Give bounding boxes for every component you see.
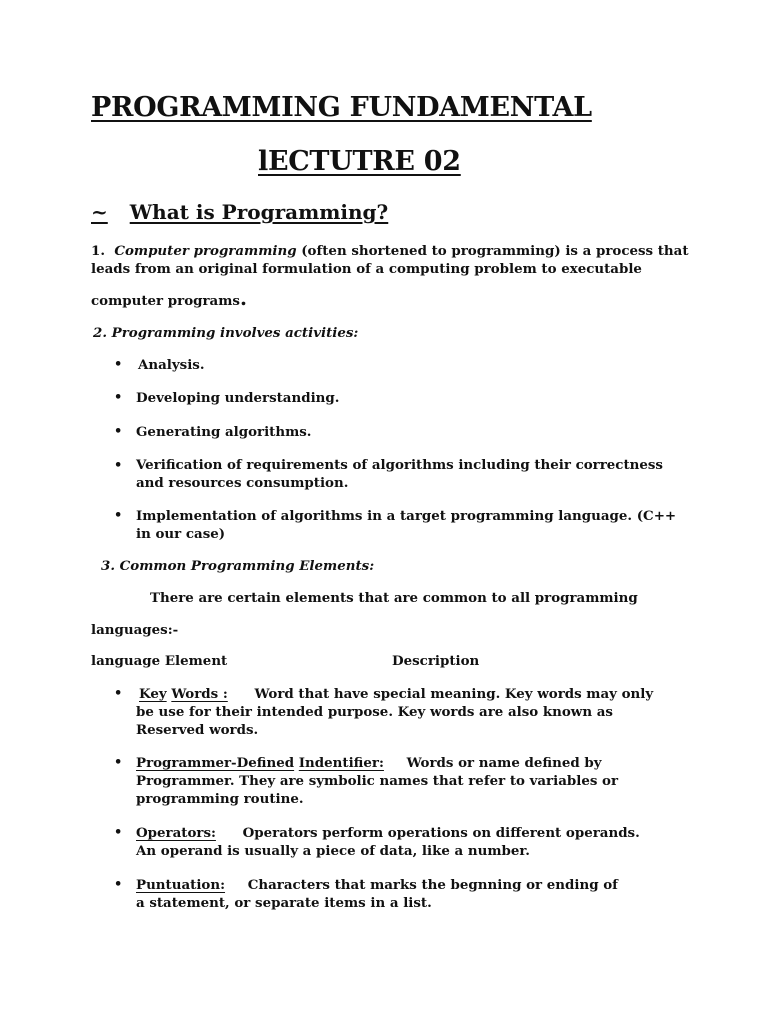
point1-line3	[91, 286, 247, 310]
section-heading	[91, 200, 388, 224]
element-key-words	[136, 685, 666, 739]
bullet-marker: •	[114, 877, 123, 892]
element-term: Indentifier:	[298, 755, 384, 771]
bullet-marker: •	[114, 458, 123, 473]
activity-item: Analysis.	[138, 357, 205, 373]
point1-number: 1.	[91, 243, 105, 259]
point3-intro-line1: There are certain elements that are common to all programming	[150, 590, 638, 606]
section-heading-text: What is Programming?	[129, 200, 389, 224]
element-punctuation	[136, 876, 631, 912]
point3-heading: 3. Common Programming Elements:	[101, 558, 375, 574]
point1-text3: computer programs	[91, 293, 240, 309]
element-description: Words or name defined by Programmer. They are symbolic names that refer to variables or programming routine.	[136, 755, 619, 807]
point1-line2: leads from an original formulation of a computing problem to executable	[91, 261, 642, 277]
point1-line1	[91, 242, 689, 260]
bullet-marker: •	[114, 686, 123, 701]
point1-text1: (often shortened to programming) is a process that	[296, 243, 689, 259]
document-title: PROGRAMMING FUNDAMENTAL	[91, 92, 592, 123]
element-term: Operators:	[136, 825, 216, 841]
activity-item: Implementation of algorithms in a target programming language. (C++ in our case)	[136, 508, 677, 542]
point3-intro-line2: languages:-	[91, 622, 179, 638]
point2-heading: 2. Programming involves activities:	[93, 325, 359, 341]
activity-item: Generating algorithms.	[136, 424, 312, 440]
bullet-marker: •	[114, 424, 123, 439]
bullet-marker: •	[114, 508, 123, 523]
column-header-element: language Element	[91, 653, 228, 669]
activity-item: Developing understanding.	[136, 390, 340, 406]
point1-period: .	[239, 286, 247, 310]
element-term: Key	[139, 686, 167, 702]
element-term: Words :	[171, 686, 228, 702]
tilde-marker: ~	[91, 200, 108, 224]
bullet-marker: •	[114, 357, 123, 372]
element-identifier	[136, 754, 636, 808]
element-term: Puntuation:	[136, 877, 226, 893]
element-description: Operators perform operations on different operands. An operand is usually a piece of data, like a number.	[136, 825, 640, 859]
element-term: Programmer-Defined	[136, 755, 295, 771]
point1-term: Computer programming	[114, 243, 297, 259]
bullet-marker: •	[114, 390, 123, 405]
lecture-number: lECTUTRE 02	[258, 146, 461, 177]
column-header-description: Description	[392, 653, 480, 669]
element-operators	[136, 824, 661, 860]
bullet-marker: •	[114, 825, 123, 840]
bullet-marker: •	[114, 755, 123, 770]
element-description: Word that have special meaning. Key words may only be use for their intended purpose. Key words are also known as Reserved words.	[136, 686, 654, 738]
element-description: Characters that marks the begnning or ending of a statement, or separate items in a list.	[136, 877, 618, 911]
activity-item: Verification of requirements of algorithms including their correctness and resources consumption.	[136, 457, 663, 491]
